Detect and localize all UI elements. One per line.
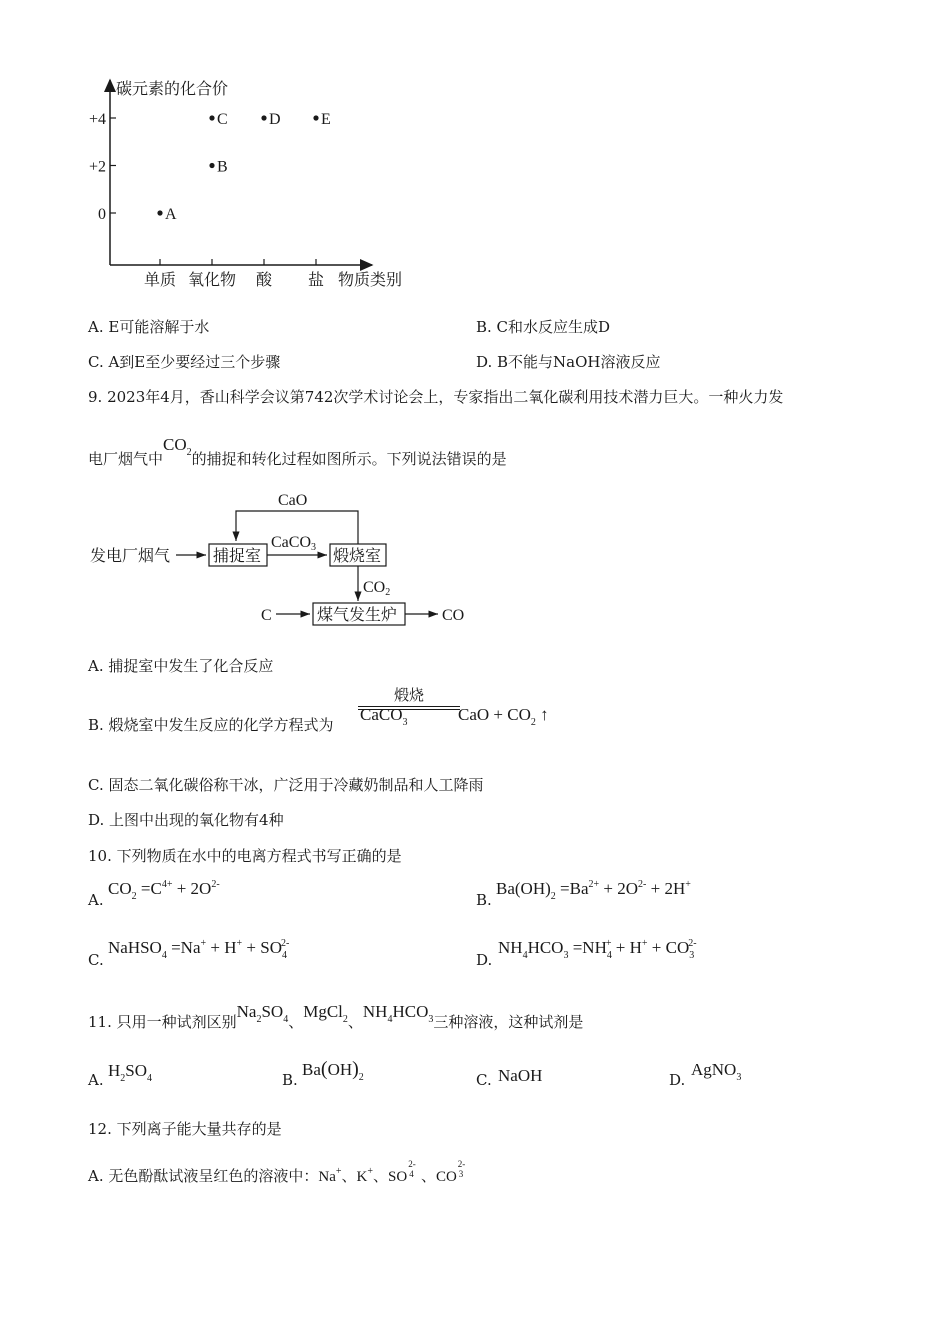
q9-option-b: B. 煅烧室中发生反应的化学方程式为 bbox=[88, 716, 334, 734]
co2-flow-diagram bbox=[0, 485, 950, 635]
q11-stem: 11. 只用一种试剂区别$Na_2SO_4$、MgCl$_2$、$NH_4HCO_3$三种溶液，这种试剂是 bbox=[88, 1002, 584, 1031]
carbon-label: C bbox=[261, 607, 272, 624]
calcine-room-label: 煅烧室 bbox=[333, 546, 382, 565]
q12-option-a: A. 无色酚酞试液呈红色的溶液中：Na+、K+、SO 2- 4 、CO 2- 3 bbox=[88, 1159, 466, 1185]
q9-option-d: D. 上图中出现的氧化物有4种 bbox=[88, 811, 284, 829]
q11-option-d: AgNO$_3$ bbox=[691, 1060, 742, 1083]
point-c bbox=[209, 115, 214, 120]
q9-equation-products: CaO + $CO_2$ ↑ bbox=[458, 705, 549, 728]
q10-equation-d: $NH_4HCO_3 =NH_4^+ + H^+ + CO_3^{2-}$ bbox=[498, 938, 697, 961]
point-label-d: D bbox=[269, 111, 281, 128]
point-label-e: E bbox=[321, 111, 331, 128]
q9-stem-line1: 9. 2023年4月，香山科学会议第742次学术讨论会上，专家指出二氧化碳利用技术潜力巨大。一种火力发 bbox=[88, 388, 784, 406]
q9-stem-line2: 电厂烟气中$CO_2$的捕捉和转化过程如图所示。下列说法错误的是 bbox=[88, 435, 507, 468]
q9-equation-reactant: CaCO$_3$ bbox=[360, 705, 408, 728]
point-a bbox=[157, 210, 162, 215]
cao-flow-label: CaO bbox=[278, 492, 308, 509]
q8-option-a: A. E可能溶解于水 bbox=[88, 318, 210, 336]
point-label-b: B bbox=[217, 158, 228, 176]
valence-chart bbox=[0, 0, 950, 300]
y-tick-label: +4 bbox=[88, 111, 106, 128]
y-tick-label: 0 bbox=[98, 206, 106, 223]
q10-equation-b: $Ba(OH)_2 =Ba^{2+} + 2O^{2-} + 2H^+$ bbox=[496, 879, 691, 902]
q8-option-d: D. B不能与NaOH溶液反应 bbox=[476, 353, 661, 371]
q11-option-c: NaOH bbox=[498, 1066, 543, 1085]
y-axis-label: 碳元素的化合价 bbox=[116, 79, 229, 98]
q9-option-a: A. 捕捉室中发生了化合反应 bbox=[88, 657, 274, 675]
point-label-c: C bbox=[217, 111, 228, 128]
point-d bbox=[261, 115, 266, 120]
q8-option-b: B. C和水反应生成D bbox=[476, 318, 611, 336]
q9-option-c: C. 固态二氧化碳俗称干冰，广泛用于冷藏奶制品和人工降雨 bbox=[88, 776, 484, 794]
q11-label-a: A. bbox=[88, 1071, 104, 1089]
q10-label-c: C. bbox=[88, 951, 104, 969]
q11-label-d: D. bbox=[669, 1071, 686, 1089]
x-tick-label: 盐 bbox=[307, 270, 325, 289]
x-tick-label: 酸 bbox=[255, 270, 273, 289]
caco3-flow-label: CaCO3 bbox=[271, 534, 316, 553]
gasifier-label: 煤气发生炉 bbox=[317, 605, 398, 624]
co-output-label: CO bbox=[442, 607, 465, 624]
q11-option-b: $Ba(OH)_2$ bbox=[302, 1058, 364, 1083]
q12-stem: 12. 下列离子能大量共存的是 bbox=[88, 1120, 282, 1138]
q11-label-b: B. bbox=[282, 1071, 298, 1089]
q11-option-a: $H_2SO_4$ bbox=[108, 1061, 153, 1084]
q10-label-d: D. bbox=[476, 951, 493, 969]
x-axis-label: 物质类别 bbox=[338, 270, 403, 289]
point-b bbox=[209, 163, 214, 168]
point-label-a: A bbox=[165, 206, 177, 223]
q10-stem: 10. 下列物质在水中的电离方程式书写正确的是 bbox=[88, 847, 402, 865]
capture-room-label: 捕捉室 bbox=[213, 546, 262, 565]
q10-equation-a: $CO_2 =C^{4+} + 2O^{2-}$ bbox=[108, 879, 220, 902]
q10-equation-c: NaHSO$_4$ $=Na^+ + H^+ + SO_4^{2-}$ bbox=[108, 938, 290, 961]
q8-option-c: C. A到E至少要经过三个步骤 bbox=[88, 353, 281, 371]
q9-condition: 煅烧 bbox=[358, 684, 460, 710]
x-tick-label: 氧化物 bbox=[187, 270, 237, 289]
point-e bbox=[313, 115, 318, 120]
co2-flow-label: CO2 bbox=[363, 579, 391, 598]
q11-label-c: C. bbox=[476, 1071, 492, 1089]
q10-label-b: B. bbox=[476, 891, 492, 909]
y-tick-label: +2 bbox=[88, 158, 106, 176]
flue-gas-label: 发电厂烟气 bbox=[90, 546, 171, 565]
x-tick-label: 单质 bbox=[143, 270, 177, 289]
q10-label-a: A. bbox=[88, 891, 104, 909]
